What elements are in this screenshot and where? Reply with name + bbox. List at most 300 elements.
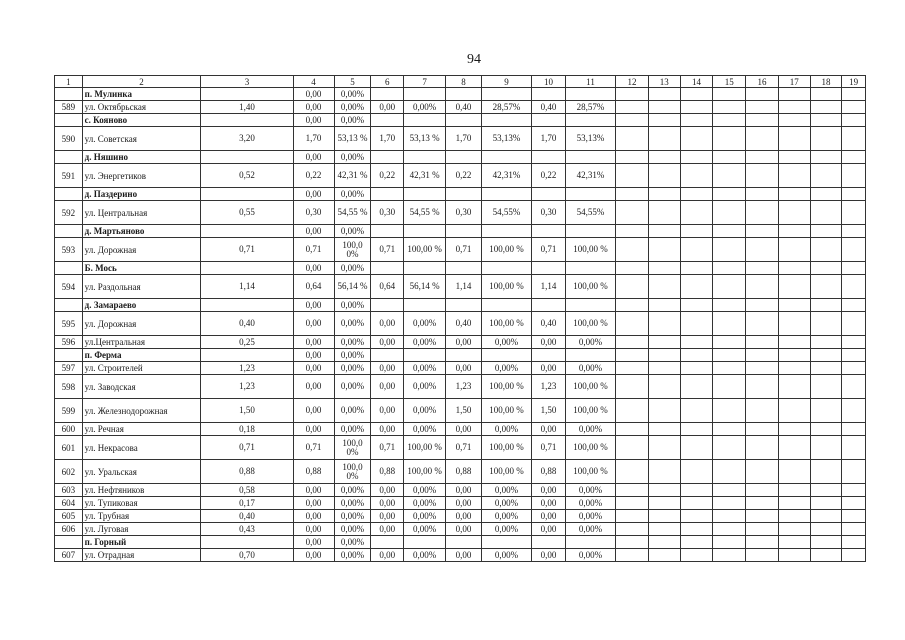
value-cell xyxy=(201,349,293,362)
column-header: 6 xyxy=(371,76,404,88)
value-cell: 0,00 xyxy=(293,510,334,523)
empty-cell xyxy=(713,164,746,188)
value-cell xyxy=(565,114,615,127)
empty-cell xyxy=(713,312,746,336)
empty-cell xyxy=(648,460,680,484)
street-name-cell: ул. Отрадная xyxy=(82,549,201,562)
empty-cell xyxy=(810,312,842,336)
empty-cell xyxy=(778,88,810,101)
value-cell xyxy=(404,188,446,201)
value-cell: 1,50 xyxy=(446,399,482,423)
table-body xyxy=(55,88,866,562)
empty-cell xyxy=(842,238,866,262)
empty-cell xyxy=(680,484,713,497)
locality-row xyxy=(55,299,866,312)
value-cell: 0,00 xyxy=(293,362,334,375)
value-cell: 100,00 % xyxy=(565,460,615,484)
value-cell: 0,88 xyxy=(293,460,334,484)
value-cell xyxy=(371,225,404,238)
value-cell: 1,23 xyxy=(446,375,482,399)
empty-cell xyxy=(713,127,746,151)
value-cell: 0,00 xyxy=(532,336,566,349)
value-cell: 0,30 xyxy=(371,201,404,225)
empty-cell xyxy=(713,151,746,164)
empty-cell xyxy=(746,299,779,312)
empty-cell xyxy=(842,312,866,336)
empty-cell xyxy=(616,225,649,238)
empty-cell xyxy=(713,510,746,523)
empty-cell xyxy=(810,151,842,164)
empty-cell xyxy=(616,436,649,460)
value-cell: 42,31 % xyxy=(334,164,371,188)
empty-cell xyxy=(648,312,680,336)
empty-cell xyxy=(778,423,810,436)
empty-cell xyxy=(842,423,866,436)
empty-cell xyxy=(616,114,649,127)
value-cell xyxy=(532,262,566,275)
empty-cell xyxy=(713,201,746,225)
empty-cell xyxy=(810,275,842,299)
empty-cell xyxy=(648,423,680,436)
value-cell: 100,00 % xyxy=(481,238,531,262)
empty-cell xyxy=(648,436,680,460)
value-cell xyxy=(404,536,446,549)
empty-cell xyxy=(713,497,746,510)
empty-cell xyxy=(648,349,680,362)
street-name-cell: ул. Раздольная xyxy=(82,275,201,299)
row-number-cell: 604 xyxy=(55,497,83,510)
value-cell xyxy=(481,88,531,101)
value-cell: 0,00% xyxy=(334,312,371,336)
street-name-cell: ул. Луговая xyxy=(82,523,201,536)
value-cell xyxy=(532,299,566,312)
empty-cell xyxy=(616,510,649,523)
empty-cell xyxy=(616,164,649,188)
value-cell: 0,00% xyxy=(481,336,531,349)
value-cell: 100,00 % xyxy=(565,436,615,460)
value-cell: 0,71 xyxy=(371,436,404,460)
empty-cell xyxy=(616,88,649,101)
empty-cell xyxy=(842,484,866,497)
empty-cell xyxy=(713,262,746,275)
value-cell: 0,00 xyxy=(371,523,404,536)
value-cell: 0,00 xyxy=(293,151,334,164)
row-number-cell xyxy=(55,349,83,362)
empty-cell xyxy=(680,349,713,362)
value-cell: 0,00% xyxy=(334,523,371,536)
column-header: 3 xyxy=(201,76,293,88)
empty-cell xyxy=(680,549,713,562)
value-cell: 0,88 xyxy=(371,460,404,484)
empty-cell xyxy=(842,436,866,460)
value-cell: 42,31% xyxy=(481,164,531,188)
value-cell: 0,88 xyxy=(446,460,482,484)
value-cell xyxy=(446,262,482,275)
value-cell xyxy=(565,151,615,164)
column-header: 12 xyxy=(616,76,649,88)
value-cell: 28,57% xyxy=(565,101,615,114)
table-row xyxy=(55,375,866,399)
value-cell: 1,70 xyxy=(293,127,334,151)
empty-cell xyxy=(842,523,866,536)
empty-cell xyxy=(810,201,842,225)
value-cell: 0,64 xyxy=(371,275,404,299)
value-cell: 0,00 xyxy=(371,510,404,523)
value-cell: 42,31 % xyxy=(404,164,446,188)
empty-cell xyxy=(842,510,866,523)
row-number-cell: 603 xyxy=(55,484,83,497)
value-cell: 100,0 0% xyxy=(334,436,371,460)
value-cell: 0,00 xyxy=(293,536,334,549)
empty-cell xyxy=(842,201,866,225)
row-number-cell: 605 xyxy=(55,510,83,523)
empty-cell xyxy=(746,375,779,399)
empty-cell xyxy=(680,423,713,436)
locality-row xyxy=(55,536,866,549)
empty-cell xyxy=(680,497,713,510)
value-cell xyxy=(532,114,566,127)
value-cell: 0,00 xyxy=(371,497,404,510)
table-row xyxy=(55,460,866,484)
row-number-cell xyxy=(55,299,83,312)
empty-cell xyxy=(842,127,866,151)
table-header xyxy=(55,76,866,88)
value-cell: 0,00 xyxy=(293,101,334,114)
value-cell: 0,71 xyxy=(446,238,482,262)
column-header: 15 xyxy=(713,76,746,88)
value-cell xyxy=(446,536,482,549)
empty-cell xyxy=(648,362,680,375)
empty-cell xyxy=(810,349,842,362)
value-cell xyxy=(565,225,615,238)
empty-cell xyxy=(746,460,779,484)
value-cell: 0,00% xyxy=(565,362,615,375)
value-cell: 0,00% xyxy=(404,336,446,349)
empty-cell xyxy=(810,101,842,114)
empty-cell xyxy=(778,101,810,114)
value-cell: 0,30 xyxy=(293,201,334,225)
value-cell: 0,30 xyxy=(532,201,566,225)
empty-cell xyxy=(810,536,842,549)
value-cell xyxy=(532,225,566,238)
page-number: 94 xyxy=(467,52,481,67)
value-cell: 3,20 xyxy=(201,127,293,151)
value-cell xyxy=(371,188,404,201)
empty-cell xyxy=(616,312,649,336)
value-cell: 0,00 xyxy=(532,523,566,536)
empty-cell xyxy=(778,188,810,201)
empty-cell xyxy=(778,375,810,399)
row-number-cell: 601 xyxy=(55,436,83,460)
value-cell: 42,31% xyxy=(565,164,615,188)
value-cell: 0,71 xyxy=(532,238,566,262)
value-cell: 0,17 xyxy=(201,497,293,510)
value-cell xyxy=(404,88,446,101)
empty-cell xyxy=(810,510,842,523)
row-number-cell: 597 xyxy=(55,362,83,375)
empty-cell xyxy=(778,460,810,484)
column-header: 8 xyxy=(446,76,482,88)
empty-cell xyxy=(810,549,842,562)
value-cell: 0,00 xyxy=(371,423,404,436)
value-cell: 0,00% xyxy=(334,188,371,201)
empty-cell xyxy=(810,423,842,436)
value-cell: 0,00% xyxy=(565,497,615,510)
empty-cell xyxy=(680,510,713,523)
empty-cell xyxy=(842,101,866,114)
value-cell: 0,00% xyxy=(404,523,446,536)
value-cell xyxy=(481,114,531,127)
value-cell: 0,00% xyxy=(404,549,446,562)
empty-cell xyxy=(746,336,779,349)
value-cell xyxy=(201,188,293,201)
table-row xyxy=(55,201,866,225)
value-cell: 0,00 xyxy=(293,299,334,312)
value-cell: 0,00 xyxy=(293,423,334,436)
empty-cell xyxy=(842,262,866,275)
value-cell: 0,00% xyxy=(404,497,446,510)
data-table xyxy=(54,75,866,562)
column-header: 17 xyxy=(778,76,810,88)
empty-cell xyxy=(648,225,680,238)
value-cell: 53,13% xyxy=(481,127,531,151)
empty-cell xyxy=(746,349,779,362)
empty-cell xyxy=(616,349,649,362)
empty-cell xyxy=(680,312,713,336)
empty-cell xyxy=(648,201,680,225)
empty-cell xyxy=(648,536,680,549)
value-cell xyxy=(371,299,404,312)
empty-cell xyxy=(810,114,842,127)
value-cell: 100,00 % xyxy=(481,399,531,423)
empty-cell xyxy=(810,484,842,497)
column-header: 18 xyxy=(810,76,842,88)
street-name-cell: ул. Заводская xyxy=(82,375,201,399)
empty-cell xyxy=(746,497,779,510)
value-cell: 100,0 0% xyxy=(334,238,371,262)
value-cell xyxy=(404,114,446,127)
value-cell xyxy=(565,349,615,362)
row-number-cell: 599 xyxy=(55,399,83,423)
value-cell: 0,43 xyxy=(201,523,293,536)
empty-cell xyxy=(680,238,713,262)
value-cell xyxy=(201,114,293,127)
empty-cell xyxy=(648,375,680,399)
value-cell xyxy=(565,188,615,201)
empty-cell xyxy=(713,188,746,201)
table-row xyxy=(55,497,866,510)
empty-cell xyxy=(680,299,713,312)
empty-cell xyxy=(680,225,713,238)
empty-cell xyxy=(713,299,746,312)
empty-cell xyxy=(778,114,810,127)
empty-cell xyxy=(713,275,746,299)
empty-cell xyxy=(842,375,866,399)
empty-cell xyxy=(746,238,779,262)
empty-cell xyxy=(713,336,746,349)
empty-cell xyxy=(746,151,779,164)
value-cell: 54,55 % xyxy=(334,201,371,225)
empty-cell xyxy=(680,127,713,151)
value-cell: 0,00 xyxy=(293,312,334,336)
empty-cell xyxy=(713,114,746,127)
empty-cell xyxy=(648,114,680,127)
value-cell: 100,0 0% xyxy=(334,460,371,484)
empty-cell xyxy=(746,88,779,101)
value-cell xyxy=(371,349,404,362)
value-cell: 0,00 xyxy=(446,362,482,375)
value-cell xyxy=(404,262,446,275)
value-cell xyxy=(481,299,531,312)
value-cell: 0,00 xyxy=(371,484,404,497)
value-cell: 0,00% xyxy=(334,336,371,349)
value-cell: 0,00% xyxy=(404,101,446,114)
value-cell: 0,00% xyxy=(481,523,531,536)
value-cell: 1,14 xyxy=(446,275,482,299)
value-cell: 100,00 % xyxy=(481,436,531,460)
column-header: 2 xyxy=(82,76,201,88)
value-cell: 0,00% xyxy=(481,362,531,375)
value-cell: 0,00% xyxy=(334,299,371,312)
empty-cell xyxy=(842,275,866,299)
value-cell: 0,00% xyxy=(481,484,531,497)
empty-cell xyxy=(746,484,779,497)
empty-cell xyxy=(778,510,810,523)
value-cell: 0,00 xyxy=(446,336,482,349)
table-row xyxy=(55,484,866,497)
empty-cell xyxy=(713,536,746,549)
value-cell: 53,13 % xyxy=(404,127,446,151)
value-cell: 1,70 xyxy=(371,127,404,151)
column-header: 7 xyxy=(404,76,446,88)
value-cell: 100,00 % xyxy=(565,312,615,336)
value-cell xyxy=(565,299,615,312)
value-cell: 0,71 xyxy=(201,436,293,460)
row-number-cell xyxy=(55,188,83,201)
column-header: 10 xyxy=(532,76,566,88)
value-cell: 100,00 % xyxy=(404,238,446,262)
locality-name-cell: с. Кояново xyxy=(82,114,201,127)
value-cell: 0,40 xyxy=(201,312,293,336)
empty-cell xyxy=(778,362,810,375)
value-cell xyxy=(481,536,531,549)
street-name-cell: ул. Нефтяников xyxy=(82,484,201,497)
value-cell: 0,00% xyxy=(481,497,531,510)
value-cell: 0,00 xyxy=(532,510,566,523)
empty-cell xyxy=(778,299,810,312)
street-name-cell: ул. Тупиковая xyxy=(82,497,201,510)
empty-cell xyxy=(746,423,779,436)
value-cell: 0,00 xyxy=(371,362,404,375)
table-row xyxy=(55,523,866,536)
empty-cell xyxy=(680,88,713,101)
empty-cell xyxy=(648,510,680,523)
value-cell: 0,40 xyxy=(532,312,566,336)
empty-cell xyxy=(680,336,713,349)
empty-cell xyxy=(680,362,713,375)
value-cell: 56,14 % xyxy=(404,275,446,299)
value-cell: 0,52 xyxy=(201,164,293,188)
value-cell: 0,30 xyxy=(446,201,482,225)
empty-cell xyxy=(810,127,842,151)
value-cell: 56,14 % xyxy=(334,275,371,299)
value-cell xyxy=(201,536,293,549)
empty-cell xyxy=(713,549,746,562)
value-cell: 0,00 xyxy=(532,497,566,510)
row-number-cell: 602 xyxy=(55,460,83,484)
empty-cell xyxy=(810,399,842,423)
empty-cell xyxy=(713,88,746,101)
value-cell: 0,00% xyxy=(334,151,371,164)
value-cell xyxy=(565,262,615,275)
value-cell xyxy=(201,299,293,312)
value-cell: 0,00% xyxy=(334,225,371,238)
empty-cell xyxy=(842,164,866,188)
street-name-cell: ул. Центральная xyxy=(82,201,201,225)
empty-cell xyxy=(810,262,842,275)
value-cell xyxy=(371,88,404,101)
locality-row xyxy=(55,225,866,238)
value-cell: 0,40 xyxy=(201,510,293,523)
empty-cell xyxy=(842,299,866,312)
empty-cell xyxy=(616,484,649,497)
value-cell: 0,40 xyxy=(532,101,566,114)
empty-cell xyxy=(842,536,866,549)
value-cell xyxy=(481,225,531,238)
value-cell: 0,00% xyxy=(334,101,371,114)
value-cell: 100,00 % xyxy=(565,275,615,299)
empty-cell xyxy=(680,523,713,536)
value-cell: 0,00% xyxy=(404,484,446,497)
table-row xyxy=(55,549,866,562)
empty-cell xyxy=(778,349,810,362)
empty-cell xyxy=(810,188,842,201)
value-cell: 0,00% xyxy=(334,349,371,362)
empty-cell xyxy=(778,201,810,225)
value-cell: 0,00% xyxy=(404,423,446,436)
street-name-cell: ул. Энергетиков xyxy=(82,164,201,188)
value-cell: 1,14 xyxy=(201,275,293,299)
empty-cell xyxy=(746,188,779,201)
empty-cell xyxy=(842,114,866,127)
empty-cell xyxy=(680,460,713,484)
value-cell: 100,00 % xyxy=(481,275,531,299)
value-cell: 0,00% xyxy=(334,88,371,101)
value-cell: 0,64 xyxy=(293,275,334,299)
value-cell: 0,71 xyxy=(293,436,334,460)
empty-cell xyxy=(680,436,713,460)
value-cell xyxy=(532,151,566,164)
value-cell xyxy=(446,349,482,362)
street-name-cell: ул. Октябрьская xyxy=(82,101,201,114)
table-row xyxy=(55,423,866,436)
value-cell: 1,40 xyxy=(201,101,293,114)
value-cell: 0,00% xyxy=(565,484,615,497)
value-cell: 0,00 xyxy=(293,484,334,497)
row-number-cell: 592 xyxy=(55,201,83,225)
value-cell: 0,00 xyxy=(293,88,334,101)
table-row xyxy=(55,436,866,460)
empty-cell xyxy=(842,460,866,484)
empty-cell xyxy=(713,423,746,436)
value-cell: 0,00% xyxy=(334,375,371,399)
value-cell xyxy=(481,262,531,275)
empty-cell xyxy=(616,423,649,436)
value-cell: 0,00% xyxy=(481,423,531,436)
street-name-cell: ул. Трубная xyxy=(82,510,201,523)
value-cell: 0,71 xyxy=(446,436,482,460)
value-cell xyxy=(481,188,531,201)
